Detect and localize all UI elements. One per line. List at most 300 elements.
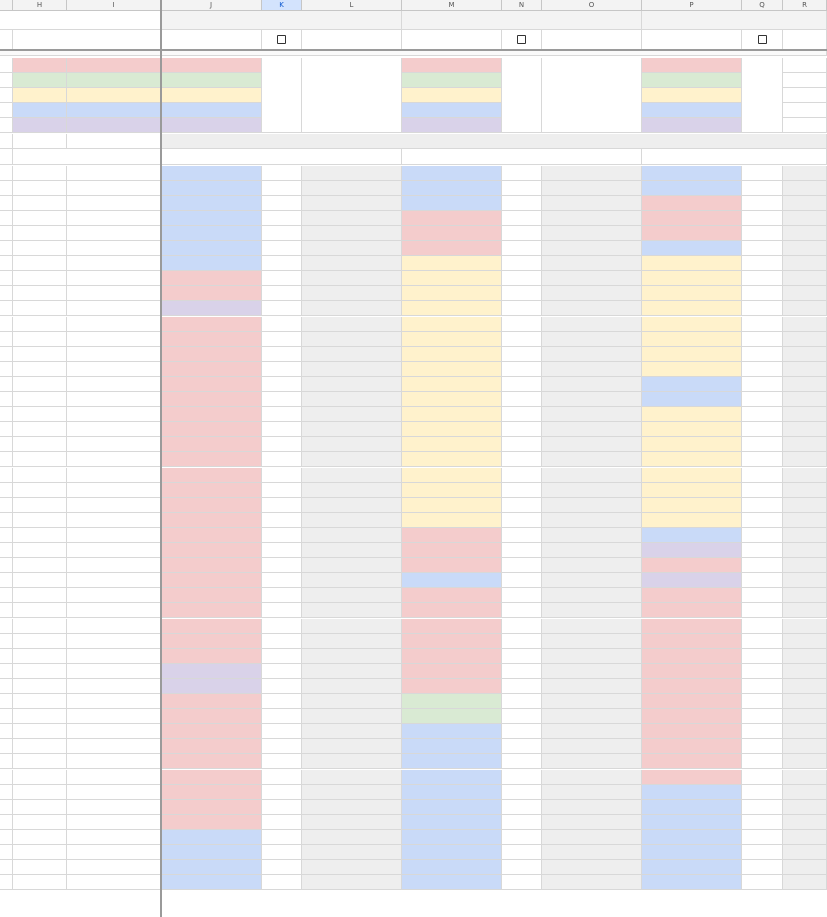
day1-activity-8[interactable] xyxy=(161,286,262,301)
day3-col-b-8[interactable] xyxy=(742,286,783,301)
day1-col-b-36[interactable] xyxy=(262,709,302,724)
checkbox-gratitude-day3[interactable] xyxy=(758,35,767,44)
day2-summary-blank-1[interactable] xyxy=(542,73,642,88)
day3-col-b-6[interactable] xyxy=(742,256,783,271)
day2-col-c-4[interactable] xyxy=(542,226,642,241)
day2-col-c-45[interactable] xyxy=(542,845,642,860)
day2-activity-13[interactable] xyxy=(402,362,502,377)
day1-col-b-38[interactable] xyxy=(262,739,302,754)
day1-col-b-26[interactable] xyxy=(262,558,302,573)
day3-expense-1[interactable] xyxy=(742,73,783,88)
day3-activity-14[interactable] xyxy=(642,377,742,392)
day3-activity-32[interactable] xyxy=(642,649,742,664)
day3-summary-value-1[interactable] xyxy=(642,73,742,88)
day2-summary-blank-4[interactable] xyxy=(542,118,642,133)
day3-activity-22[interactable] xyxy=(642,498,742,513)
day3-expense-0[interactable] xyxy=(742,58,783,73)
day1-activity-23[interactable] xyxy=(161,513,262,528)
day2-activity-4[interactable] xyxy=(402,226,502,241)
day3-col-b-20[interactable] xyxy=(742,468,783,483)
column-header-j[interactable]: J xyxy=(161,0,262,11)
day1-activity-12[interactable] xyxy=(161,347,262,362)
checkbox-cell-day1[interactable] xyxy=(262,30,302,50)
day1-col-c-2[interactable] xyxy=(302,196,402,211)
day3-col-b-30[interactable] xyxy=(742,619,783,634)
column-header-n[interactable]: N xyxy=(502,0,542,11)
day2-col-c-1[interactable] xyxy=(542,181,642,196)
day2-activity-40[interactable] xyxy=(402,770,502,785)
day2-col-c-11[interactable] xyxy=(542,332,642,347)
day2-activity-31[interactable] xyxy=(402,634,502,649)
day1-col-c-6[interactable] xyxy=(302,256,402,271)
day3-col-b-2[interactable] xyxy=(742,196,783,211)
day2-col-b-18[interactable] xyxy=(502,437,542,452)
day3-col-b-39[interactable] xyxy=(742,754,783,769)
day1-activity-38[interactable] xyxy=(161,739,262,754)
day1-activity-18[interactable] xyxy=(161,437,262,452)
day1-col-b-45[interactable] xyxy=(262,845,302,860)
day1-col-c-32[interactable] xyxy=(302,649,402,664)
day1-col-b-9[interactable] xyxy=(262,301,302,316)
day3-col-b-42[interactable] xyxy=(742,800,783,815)
day3-col-b-17[interactable] xyxy=(742,422,783,437)
summary-total-0[interactable] xyxy=(67,58,161,73)
day2-col-b-46[interactable] xyxy=(502,860,542,875)
day1-col-c-5[interactable] xyxy=(302,241,402,256)
day2-summary-blank-0[interactable] xyxy=(542,58,642,73)
day2-activity-3[interactable] xyxy=(402,211,502,226)
day1-activity-1[interactable] xyxy=(161,181,262,196)
day2-col-b-0[interactable] xyxy=(502,166,542,181)
day2-col-c-31[interactable] xyxy=(542,634,642,649)
day2-activity-46[interactable] xyxy=(402,860,502,875)
day1-activity-34[interactable] xyxy=(161,679,262,694)
day3-activity-8[interactable] xyxy=(642,286,742,301)
day2-col-b-6[interactable] xyxy=(502,256,542,271)
day3-col-b-28[interactable] xyxy=(742,588,783,603)
day2-col-b-3[interactable] xyxy=(502,211,542,226)
day1-activity-35[interactable] xyxy=(161,694,262,709)
day3-col-b-15[interactable] xyxy=(742,392,783,407)
day3-col-b-0[interactable] xyxy=(742,166,783,181)
day1-col-c-45[interactable] xyxy=(302,845,402,860)
day2-activity-30[interactable] xyxy=(402,619,502,634)
day2-activity-6[interactable] xyxy=(402,256,502,271)
day3-activity-4[interactable] xyxy=(642,226,742,241)
day1-activity-11[interactable] xyxy=(161,332,262,347)
day1-activity-13[interactable] xyxy=(161,362,262,377)
day1-col-c-19[interactable] xyxy=(302,452,402,467)
day1-activity-33[interactable] xyxy=(161,664,262,679)
day1-col-b-12[interactable] xyxy=(262,347,302,362)
day2-activity-28[interactable] xyxy=(402,588,502,603)
day3-summary-value-3[interactable] xyxy=(642,103,742,118)
frozen-row-divider[interactable] xyxy=(0,49,827,51)
day1-activity-46[interactable] xyxy=(161,860,262,875)
day3-col-b-36[interactable] xyxy=(742,709,783,724)
day2-col-b-14[interactable] xyxy=(502,377,542,392)
day1-col-c-37[interactable] xyxy=(302,724,402,739)
day2-col-c-14[interactable] xyxy=(542,377,642,392)
day1-col-b-1[interactable] xyxy=(262,181,302,196)
day2-activity-37[interactable] xyxy=(402,724,502,739)
day3-col-b-12[interactable] xyxy=(742,347,783,362)
day1-col-b-7[interactable] xyxy=(262,271,302,286)
day3-col-b-34[interactable] xyxy=(742,679,783,694)
day1-col-b-0[interactable] xyxy=(262,166,302,181)
day2-col-b-19[interactable] xyxy=(502,452,542,467)
day2-activity-39[interactable] xyxy=(402,754,502,769)
day2-col-b-40[interactable] xyxy=(502,770,542,785)
day2-activity-15[interactable] xyxy=(402,392,502,407)
day1-summary-blank-1[interactable] xyxy=(302,73,402,88)
day2-col-c-43[interactable] xyxy=(542,815,642,830)
day2-activity-29[interactable] xyxy=(402,603,502,618)
day2-activity-41[interactable] xyxy=(402,785,502,800)
day3-activity-1[interactable] xyxy=(642,181,742,196)
day1-col-b-41[interactable] xyxy=(262,785,302,800)
day1-col-c-27[interactable] xyxy=(302,573,402,588)
column-header-o[interactable]: O xyxy=(542,0,642,11)
day2-col-c-32[interactable] xyxy=(542,649,642,664)
day1-expense-4[interactable] xyxy=(262,118,302,133)
day1-col-c-43[interactable] xyxy=(302,815,402,830)
day2-activity-36[interactable] xyxy=(402,709,502,724)
day3-col-b-44[interactable] xyxy=(742,830,783,845)
day3-activity-21[interactable] xyxy=(642,483,742,498)
day3-activity-9[interactable] xyxy=(642,301,742,316)
day3-activity-44[interactable] xyxy=(642,830,742,845)
day2-col-b-23[interactable] xyxy=(502,513,542,528)
day2-col-c-17[interactable] xyxy=(542,422,642,437)
day3-activity-15[interactable] xyxy=(642,392,742,407)
day3-activity-3[interactable] xyxy=(642,211,742,226)
day1-col-c-34[interactable] xyxy=(302,679,402,694)
day2-col-b-13[interactable] xyxy=(502,362,542,377)
day1-col-b-28[interactable] xyxy=(262,588,302,603)
day1-col-c-23[interactable] xyxy=(302,513,402,528)
day3-activity-36[interactable] xyxy=(642,709,742,724)
day1-activity-22[interactable] xyxy=(161,498,262,513)
day3-col-b-38[interactable] xyxy=(742,739,783,754)
day3-col-b-37[interactable] xyxy=(742,724,783,739)
day1-summary-value-0[interactable] xyxy=(161,58,262,73)
day3-col-b-46[interactable] xyxy=(742,860,783,875)
day1-col-c-40[interactable] xyxy=(302,770,402,785)
day1-expense-3[interactable] xyxy=(262,103,302,118)
day2-summary-value-4[interactable] xyxy=(402,118,502,133)
day2-activity-0[interactable] xyxy=(402,166,502,181)
day2-activity-16[interactable] xyxy=(402,407,502,422)
day1-activity-24[interactable] xyxy=(161,528,262,543)
day1-col-c-22[interactable] xyxy=(302,498,402,513)
day3-activity-2[interactable] xyxy=(642,196,742,211)
day2-activity-10[interactable] xyxy=(402,317,502,332)
summary-total-4[interactable] xyxy=(67,118,161,133)
day2-summary-value-1[interactable] xyxy=(402,73,502,88)
day2-col-b-24[interactable] xyxy=(502,528,542,543)
day1-activity-41[interactable] xyxy=(161,785,262,800)
day3-activity-25[interactable] xyxy=(642,543,742,558)
day3-col-b-13[interactable] xyxy=(742,362,783,377)
day2-col-b-12[interactable] xyxy=(502,347,542,362)
day2-expense-3[interactable] xyxy=(502,103,542,118)
day2-activity-17[interactable] xyxy=(402,422,502,437)
day2-col-c-28[interactable] xyxy=(542,588,642,603)
day3-summary-value-4[interactable] xyxy=(642,118,742,133)
day1-col-c-20[interactable] xyxy=(302,468,402,483)
day2-summary-value-3[interactable] xyxy=(402,103,502,118)
day1-activity-21[interactable] xyxy=(161,483,262,498)
day1-col-b-37[interactable] xyxy=(262,724,302,739)
day1-col-c-35[interactable] xyxy=(302,694,402,709)
day3-col-b-19[interactable] xyxy=(742,452,783,467)
day2-activity-38[interactable] xyxy=(402,739,502,754)
day2-col-c-5[interactable] xyxy=(542,241,642,256)
day2-activity-27[interactable] xyxy=(402,573,502,588)
day1-col-b-4[interactable] xyxy=(262,226,302,241)
day2-activity-25[interactable] xyxy=(402,543,502,558)
checkbox-cell-day3[interactable] xyxy=(742,30,783,50)
day1-col-c-33[interactable] xyxy=(302,664,402,679)
column-header-p[interactable]: P xyxy=(642,0,742,11)
day3-activity-29[interactable] xyxy=(642,603,742,618)
day2-col-c-6[interactable] xyxy=(542,256,642,271)
day2-col-b-5[interactable] xyxy=(502,241,542,256)
day1-activity-7[interactable] xyxy=(161,271,262,286)
day1-col-c-42[interactable] xyxy=(302,800,402,815)
day1-col-c-3[interactable] xyxy=(302,211,402,226)
day2-activity-12[interactable] xyxy=(402,347,502,362)
day3-col-b-26[interactable] xyxy=(742,558,783,573)
day1-col-c-15[interactable] xyxy=(302,392,402,407)
day3-col-b-40[interactable] xyxy=(742,770,783,785)
day2-col-b-44[interactable] xyxy=(502,830,542,845)
day2-col-c-46[interactable] xyxy=(542,860,642,875)
day1-col-b-40[interactable] xyxy=(262,770,302,785)
day2-activity-44[interactable] xyxy=(402,830,502,845)
day2-col-b-2[interactable] xyxy=(502,196,542,211)
day2-activity-8[interactable] xyxy=(402,286,502,301)
day2-col-b-17[interactable] xyxy=(502,422,542,437)
day2-col-c-21[interactable] xyxy=(542,483,642,498)
day2-activity-45[interactable] xyxy=(402,845,502,860)
day1-col-b-13[interactable] xyxy=(262,362,302,377)
day1-col-c-26[interactable] xyxy=(302,558,402,573)
day3-activity-47[interactable] xyxy=(642,875,742,890)
day3-col-b-32[interactable] xyxy=(742,649,783,664)
day1-activity-37[interactable] xyxy=(161,724,262,739)
day2-col-c-38[interactable] xyxy=(542,739,642,754)
day2-col-b-36[interactable] xyxy=(502,709,542,724)
day1-summary-blank-3[interactable] xyxy=(302,103,402,118)
day2-activity-43[interactable] xyxy=(402,815,502,830)
day1-col-c-41[interactable] xyxy=(302,785,402,800)
day2-summary-blank-3[interactable] xyxy=(542,103,642,118)
column-header-h[interactable]: H xyxy=(13,0,67,11)
day1-activity-20[interactable] xyxy=(161,468,262,483)
day3-col-b-3[interactable] xyxy=(742,211,783,226)
day3-activity-24[interactable] xyxy=(642,528,742,543)
day2-col-b-45[interactable] xyxy=(502,845,542,860)
day3-expense-4[interactable] xyxy=(742,118,783,133)
day1-activity-44[interactable] xyxy=(161,830,262,845)
day2-col-c-22[interactable] xyxy=(542,498,642,513)
day2-activity-35[interactable] xyxy=(402,694,502,709)
day2-col-c-2[interactable] xyxy=(542,196,642,211)
day3-col-b-10[interactable] xyxy=(742,317,783,332)
day3-activity-12[interactable] xyxy=(642,347,742,362)
day1-summary-value-2[interactable] xyxy=(161,88,262,103)
day1-col-c-29[interactable] xyxy=(302,603,402,618)
day2-activity-5[interactable] xyxy=(402,241,502,256)
day2-col-b-34[interactable] xyxy=(502,679,542,694)
day1-activity-0[interactable] xyxy=(161,166,262,181)
day1-activity-42[interactable] xyxy=(161,800,262,815)
column-header-k[interactable]: K xyxy=(262,0,302,11)
day2-summary-value-0[interactable] xyxy=(402,58,502,73)
day2-col-c-34[interactable] xyxy=(542,679,642,694)
day1-col-b-25[interactable] xyxy=(262,543,302,558)
day1-col-c-12[interactable] xyxy=(302,347,402,362)
day2-col-c-36[interactable] xyxy=(542,709,642,724)
day2-col-b-9[interactable] xyxy=(502,301,542,316)
day3-col-b-47[interactable] xyxy=(742,875,783,890)
day1-col-b-16[interactable] xyxy=(262,407,302,422)
checkbox-gratitude-day1[interactable] xyxy=(277,35,286,44)
day1-col-b-11[interactable] xyxy=(262,332,302,347)
day2-col-c-24[interactable] xyxy=(542,528,642,543)
day3-activity-0[interactable] xyxy=(642,166,742,181)
day2-col-c-13[interactable] xyxy=(542,362,642,377)
subheader-blank-day1[interactable] xyxy=(161,30,262,50)
day2-summary-blank-2[interactable] xyxy=(542,88,642,103)
day2-col-c-27[interactable] xyxy=(542,573,642,588)
day2-col-b-42[interactable] xyxy=(502,800,542,815)
day3-activity-39[interactable] xyxy=(642,754,742,769)
day2-col-b-25[interactable] xyxy=(502,543,542,558)
day2-col-c-26[interactable] xyxy=(542,558,642,573)
day2-col-c-25[interactable] xyxy=(542,543,642,558)
day2-col-c-3[interactable] xyxy=(542,211,642,226)
day3-activity-33[interactable] xyxy=(642,664,742,679)
day1-col-b-43[interactable] xyxy=(262,815,302,830)
day1-activity-14[interactable] xyxy=(161,377,262,392)
day2-col-b-43[interactable] xyxy=(502,815,542,830)
day2-col-b-26[interactable] xyxy=(502,558,542,573)
day2-col-b-37[interactable] xyxy=(502,724,542,739)
summary-total-2[interactable] xyxy=(67,88,161,103)
day1-activity-10[interactable] xyxy=(161,317,262,332)
day2-col-c-7[interactable] xyxy=(542,271,642,286)
day2-activity-26[interactable] xyxy=(402,558,502,573)
frozen-column-divider[interactable] xyxy=(160,0,162,917)
date-header-day2[interactable] xyxy=(402,11,642,30)
day3-activity-5[interactable] xyxy=(642,241,742,256)
day3-activity-20[interactable] xyxy=(642,468,742,483)
day1-activity-15[interactable] xyxy=(161,392,262,407)
day1-summary-blank-4[interactable] xyxy=(302,118,402,133)
day1-col-c-36[interactable] xyxy=(302,709,402,724)
day1-activity-31[interactable] xyxy=(161,634,262,649)
day3-activity-7[interactable] xyxy=(642,271,742,286)
day3-col-b-14[interactable] xyxy=(742,377,783,392)
day1-activity-29[interactable] xyxy=(161,603,262,618)
day2-col-c-10[interactable] xyxy=(542,317,642,332)
day3-activity-43[interactable] xyxy=(642,815,742,830)
day2-col-c-30[interactable] xyxy=(542,619,642,634)
day3-col-b-22[interactable] xyxy=(742,498,783,513)
day1-col-b-10[interactable] xyxy=(262,317,302,332)
day2-col-c-19[interactable] xyxy=(542,452,642,467)
day1-col-c-8[interactable] xyxy=(302,286,402,301)
day1-activity-47[interactable] xyxy=(161,875,262,890)
day3-col-b-18[interactable] xyxy=(742,437,783,452)
day1-col-b-34[interactable] xyxy=(262,679,302,694)
day1-col-c-47[interactable] xyxy=(302,875,402,890)
day3-col-b-33[interactable] xyxy=(742,664,783,679)
day2-expense-2[interactable] xyxy=(502,88,542,103)
day3-activity-41[interactable] xyxy=(642,785,742,800)
day1-activity-5[interactable] xyxy=(161,241,262,256)
day2-col-b-33[interactable] xyxy=(502,664,542,679)
day1-col-b-17[interactable] xyxy=(262,422,302,437)
day1-activity-19[interactable] xyxy=(161,452,262,467)
day1-col-c-9[interactable] xyxy=(302,301,402,316)
day2-col-b-32[interactable] xyxy=(502,649,542,664)
day3-activity-17[interactable] xyxy=(642,422,742,437)
day1-col-b-35[interactable] xyxy=(262,694,302,709)
day2-col-c-29[interactable] xyxy=(542,603,642,618)
day1-col-b-44[interactable] xyxy=(262,830,302,845)
day2-col-b-29[interactable] xyxy=(502,603,542,618)
day3-col-b-9[interactable] xyxy=(742,301,783,316)
day3-col-b-7[interactable] xyxy=(742,271,783,286)
day2-activity-22[interactable] xyxy=(402,498,502,513)
day2-col-b-7[interactable] xyxy=(502,271,542,286)
day1-col-c-38[interactable] xyxy=(302,739,402,754)
day1-col-b-29[interactable] xyxy=(262,603,302,618)
day2-col-c-41[interactable] xyxy=(542,785,642,800)
day2-col-b-4[interactable] xyxy=(502,226,542,241)
day3-col-b-23[interactable] xyxy=(742,513,783,528)
day3-expense-2[interactable] xyxy=(742,88,783,103)
day2-activity-11[interactable] xyxy=(402,332,502,347)
day1-col-b-15[interactable] xyxy=(262,392,302,407)
day1-col-c-7[interactable] xyxy=(302,271,402,286)
day1-col-b-27[interactable] xyxy=(262,573,302,588)
day2-col-b-21[interactable] xyxy=(502,483,542,498)
day2-activity-33[interactable] xyxy=(402,664,502,679)
day1-expense-2[interactable] xyxy=(262,88,302,103)
day2-expense-1[interactable] xyxy=(502,73,542,88)
day1-col-c-30[interactable] xyxy=(302,619,402,634)
day1-col-c-11[interactable] xyxy=(302,332,402,347)
day1-col-b-31[interactable] xyxy=(262,634,302,649)
day1-activity-43[interactable] xyxy=(161,815,262,830)
day1-activity-17[interactable] xyxy=(161,422,262,437)
day1-col-b-23[interactable] xyxy=(262,513,302,528)
day1-col-b-5[interactable] xyxy=(262,241,302,256)
day2-col-c-15[interactable] xyxy=(542,392,642,407)
checkbox-cell-day2[interactable] xyxy=(502,30,542,50)
day2-col-b-11[interactable] xyxy=(502,332,542,347)
day2-col-c-16[interactable] xyxy=(542,407,642,422)
day1-activity-36[interactable] xyxy=(161,709,262,724)
day3-col-b-1[interactable] xyxy=(742,181,783,196)
day1-col-b-20[interactable] xyxy=(262,468,302,483)
day1-col-b-42[interactable] xyxy=(262,800,302,815)
